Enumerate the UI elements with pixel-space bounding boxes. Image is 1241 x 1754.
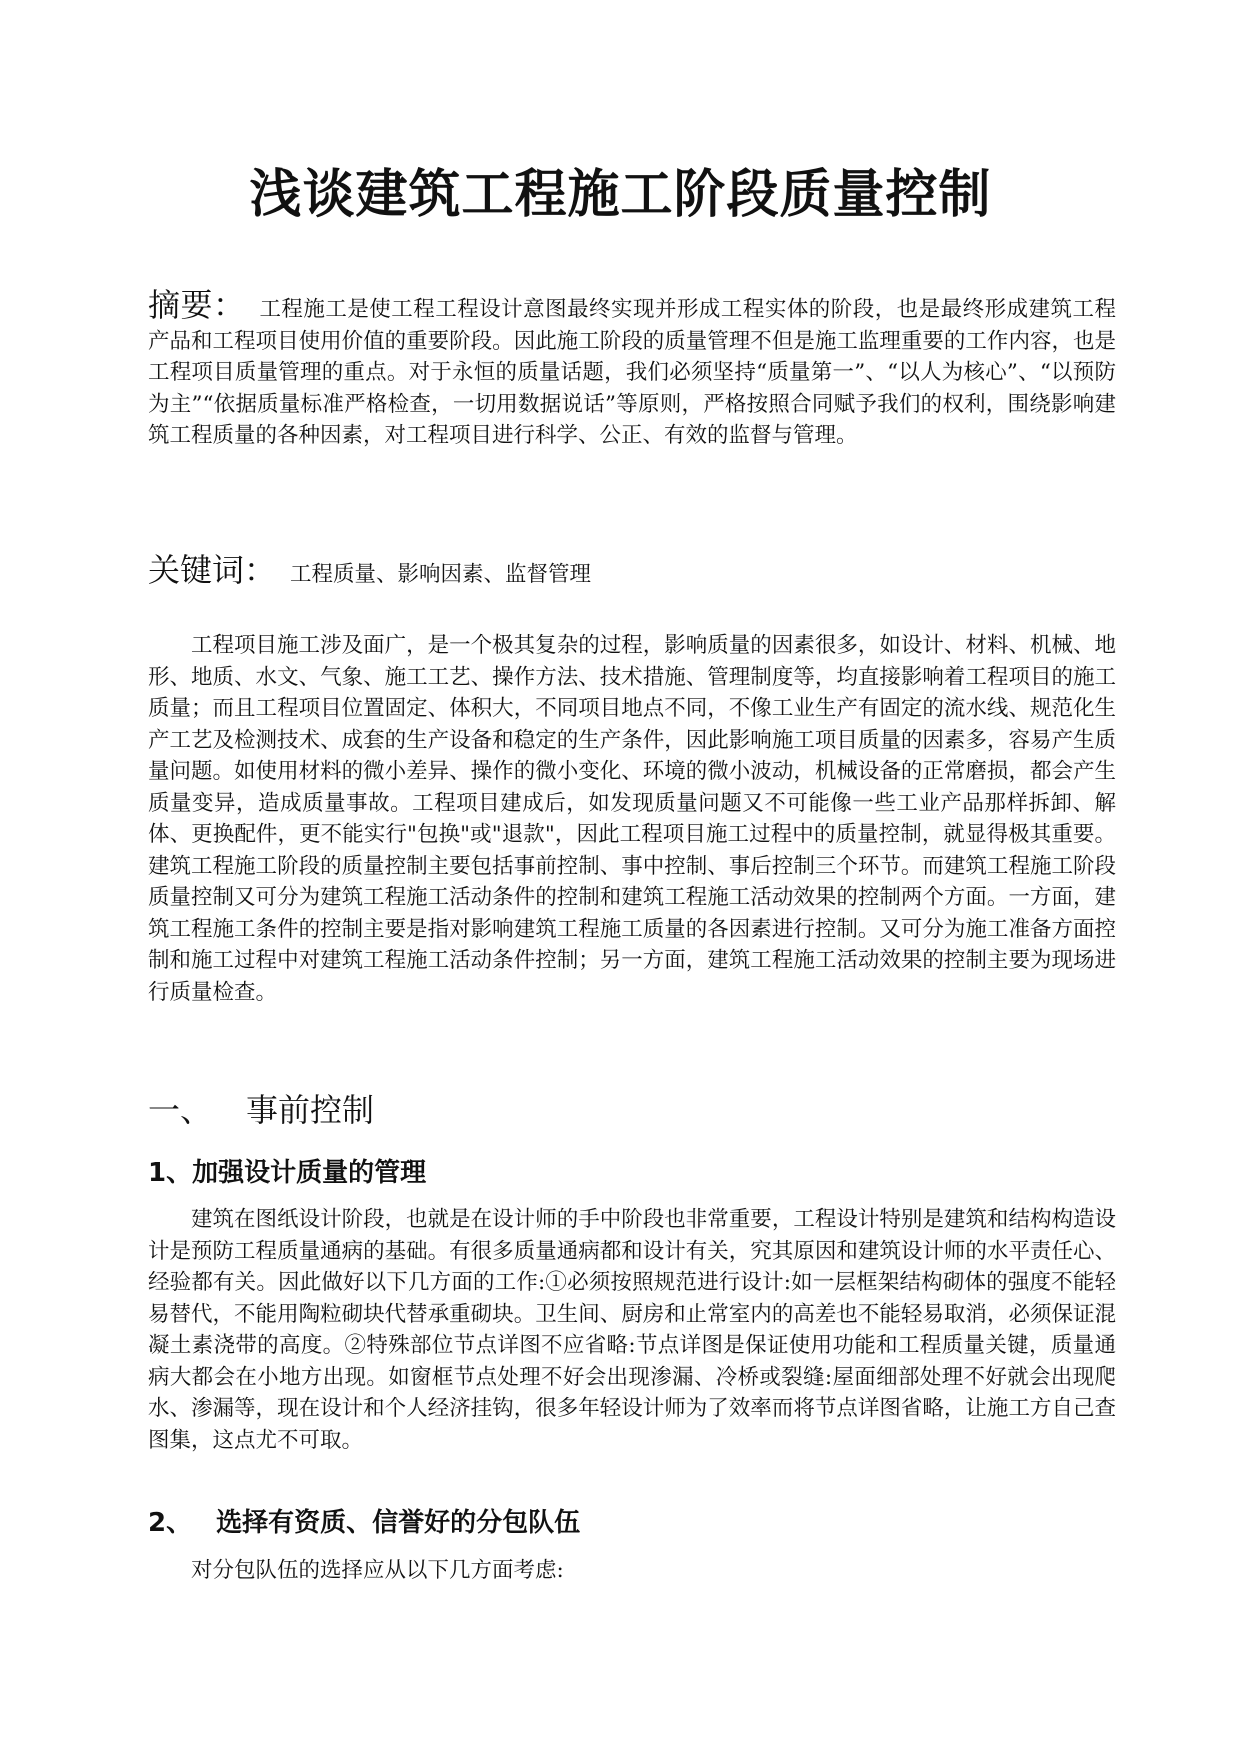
subsection-1-heading: 1、加强设计质量的管理 [148,1158,427,1188]
section-1-heading [148,1088,374,1132]
keywords-label: 关键词： [148,551,277,589]
keywords-text: 工程质量、影响因素、监督管理 [290,562,592,587]
intro-paragraph: 工程项目施工涉及面广，是一个极其复杂的过程，影响质量的因素很多，如设计、材料、机械、地形、地质、水文、气象、施工工艺、操作方法、技术措施、管理制度等，均直接影响着工程项目的施工质量；而且工程项目位置固定、体积大，不同项目地点不同，不像工业生产有固定的流水线、规范化生产工艺及检测技术、成套的生产设备和稳定的生产条件，因此影响施工项目质量的因素多，容易产生质量问题。如使用材料的微小差异、操作的微小变化、环境的微小波动，机械设备的正常磨损，都会产生质量变异，造成质量事故。工程项目建成后，如发现质量问题又不可能像一些工业产品那样拆卸、解体、更换配件，更不能实行"包换"或"退款"，因此工程项目施工过程中的质量控制，就显得极其重要。建筑工程施工阶段的质量控制主要包括事前控制、事中控制、事后控制三个环节。而建筑工程施工阶段质量控制又可分为建筑工程施工活动条件的控制和建筑工程施工活动效果的控制两个方面。一方面，建筑工程施工条件的控制主要是指对影响建筑工程施工质量的各因素进行控制。又可分为施工准备方面控制和施工过程中对建筑工程施工活动条件控制；另一方面，建筑工程施工活动效果的控制主要为现场进行质量检查。 [148,633,1116,1005]
document-title: 浅谈建筑工程施工阶段质量控制 [249,165,992,225]
section-1-title: 事前控制 [246,1091,375,1129]
subsection-1-paragraph: 建筑在图纸设计阶段，也就是在设计师的手中阶段也非常重要，工程设计特别是建筑和结构构造设计是预防工程质量通病的基础。有很多质量通病都和设计有关，究其原因和建筑设计师的水平责任心、经验都有关。因此做好以下几方面的工作:①必须按照规范进行设计:如一层框架结构砌体的强度不能轻易替代，不能用陶粒砌块代替承重砌块。卫生间、厨房和止常室内的高差也不能轻易取消，必须保证混凝土素浇带的高度。②特殊部位节点详图不应省略:节点详图是保证使用功能和工程质量关键，质量通病大都会在小地方出现。如窗框节点处理不好会出现渗漏、冷桥或裂缝:屋面细部处理不好就会出现爬水、渗漏等，现在设计和个人经济挂钩，很多年轻设计师为了效率而将节点详图省略，让施工方自己查图集，这点尤不可取。 [148,1207,1116,1453]
subsection-2-number: 2、 [148,1508,193,1538]
section-1-number: 一、 [148,1091,213,1129]
subsection-2-paragraph: 对分包队伍的选择应从以下几方面考虑: [191,1558,564,1583]
subsection-2-heading [148,1505,580,1541]
keywords-line [148,550,1116,595]
subsection-2-title: 选择有资质、信誉好的分包队伍 [216,1508,581,1538]
abstract-label: 摘要： [148,286,246,324]
abstract-text: 工程施工是使工程工程设计意图最终实现并形成工程实体的阶段，也是最终形成建筑工程产品和工程项目使用价值的重要阶段。因此施工阶段的质量管理不但是施工监理重要的工作内容，也是工程项目质量管理的重点。对于永恒的质量话题，我们必须坚持“质量第一”、“以人为核心”、“以预防为主”“依据质量标准严格检查，一切用数据说话”等原则，严格按照合同赋予我们的权利，围绕影响建筑工程质量的各种因素，对工程项目进行科学、公正、有效的监督与管理。 [148,297,1116,448]
abstract-paragraph [148,286,1116,452]
